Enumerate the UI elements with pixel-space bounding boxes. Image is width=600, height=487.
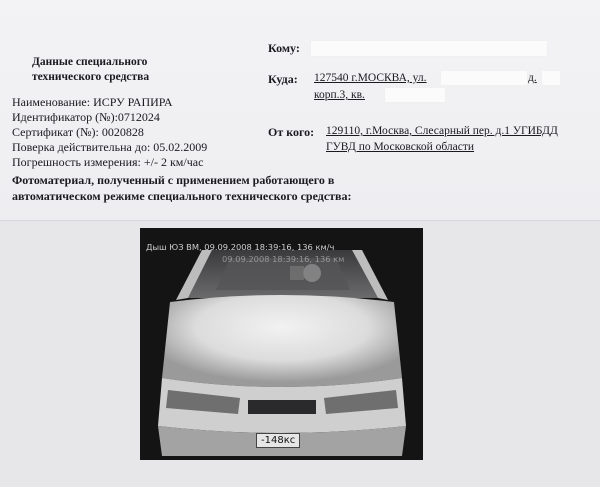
camera-overlay-text: Дыш ЮЗ ВМ, 09.09.2008 18:39:16, 136 км/ч bbox=[146, 242, 335, 252]
sender-line1: 129110, г.Москва, Слесарный пер. д.1 УГИБДД bbox=[326, 125, 558, 137]
device-title-line1: Данные специального bbox=[32, 56, 148, 68]
device-verification: Поверка действительна до: 05.02.2009 bbox=[12, 140, 208, 154]
caption-line1: Фотоматериал, полученный с применением работающего в bbox=[12, 173, 335, 187]
caption-line2: автоматическом режиме специального технического средства: bbox=[12, 189, 352, 203]
where-redacted-house bbox=[541, 70, 561, 86]
camera-overlay-ghost: 09.09.2008 18:39:16, 136 км bbox=[222, 254, 345, 264]
camera-photo bbox=[140, 228, 423, 460]
sender-line2: ГУВД по Московской области bbox=[326, 141, 475, 153]
where-line1: 127540 г.МОСКВА, ул. bbox=[314, 72, 427, 84]
where-redacted-apt bbox=[384, 87, 446, 103]
where-label: Куда: bbox=[268, 72, 298, 86]
license-plate-text: -148кс bbox=[261, 435, 296, 446]
to-redacted-field bbox=[310, 40, 548, 57]
device-error: Погрешность измерения: +/- 2 км/час bbox=[12, 155, 204, 169]
device-title bbox=[32, 55, 149, 85]
hood-shape bbox=[162, 295, 402, 387]
device-details bbox=[12, 95, 207, 170]
where-line1-suffix: д. bbox=[528, 72, 537, 84]
where-line2: корп.3, кв. bbox=[314, 89, 365, 101]
device-identifier: Идентификатор (№):0712024 bbox=[12, 110, 160, 124]
where-redacted-street bbox=[440, 70, 528, 86]
device-certificate: Сертификат (№): 0020828 bbox=[12, 125, 144, 139]
to-label: Кому: bbox=[268, 41, 300, 55]
device-name: Наименование: ИСРУ РАПИРА bbox=[12, 95, 173, 109]
device-title-line2: технического средства bbox=[32, 71, 150, 83]
sender-label: От кого: bbox=[268, 125, 315, 139]
license-plate bbox=[256, 433, 300, 448]
photo-caption bbox=[12, 172, 352, 204]
